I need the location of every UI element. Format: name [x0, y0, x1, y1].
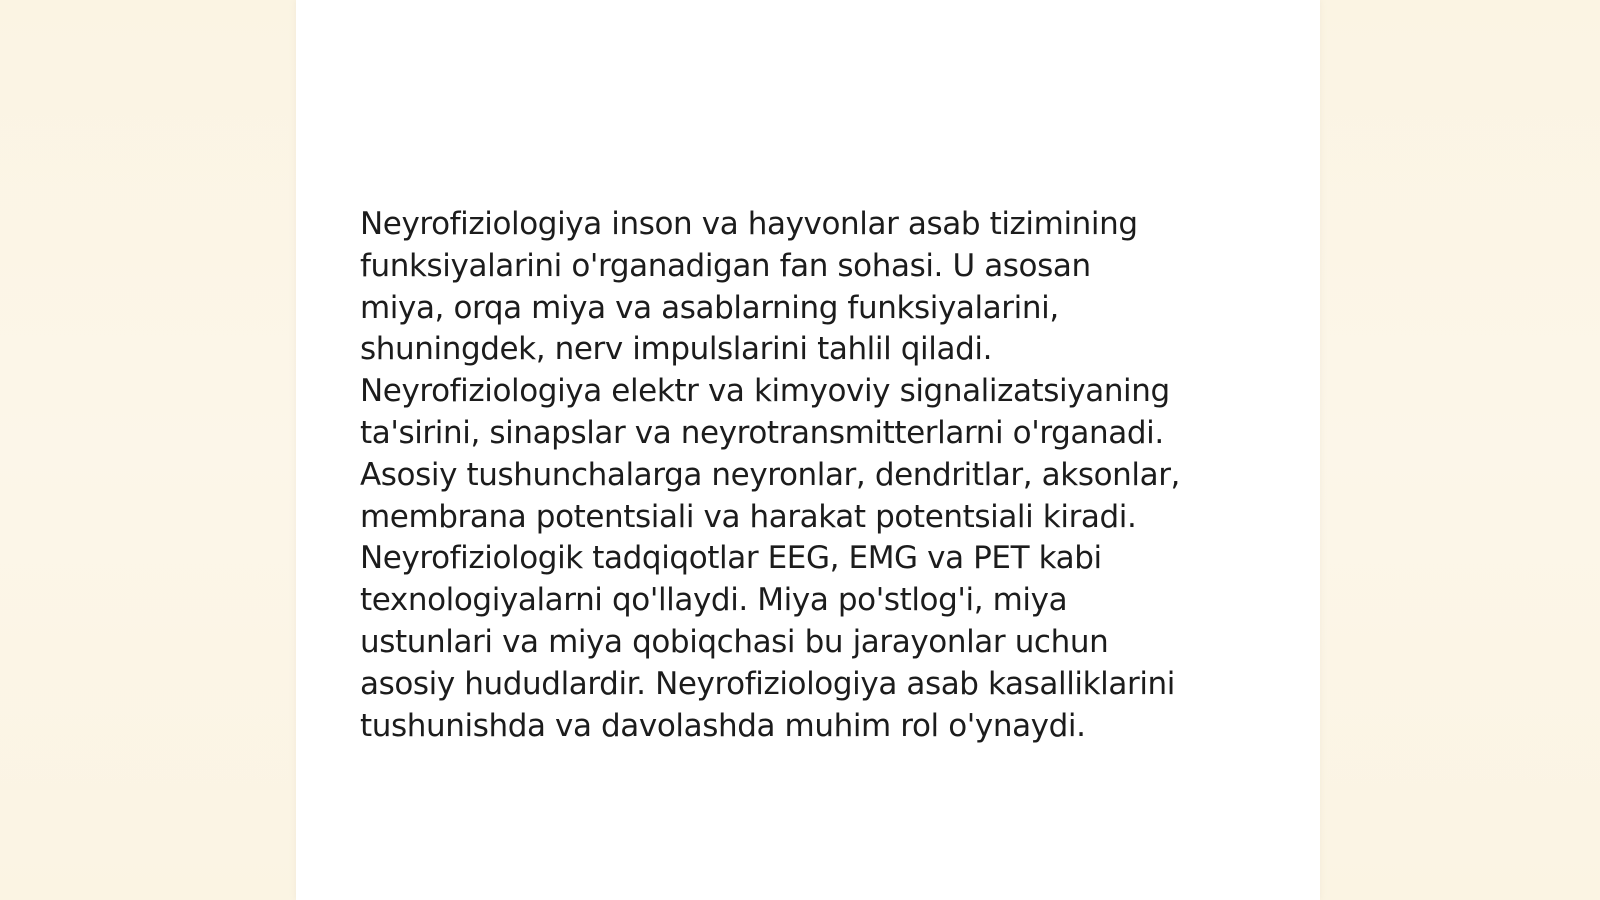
paragraph-line: shuningdek, nerv impulslarini tahlil qiladi. — [360, 331, 993, 368]
left-margin-backdrop — [0, 0, 296, 900]
slide-page — [296, 0, 1320, 900]
paragraph-line: Neyrofiziologiya inson va hayvonlar asab tizimining — [360, 206, 1138, 242]
paragraph-line: Neyrofiziologiya elektr va kimyoviy signalizatsiyaning — [360, 373, 1170, 410]
paragraph-line: tushunishda va davolashda muhim rol o'ynaydi. — [360, 707, 1086, 744]
slide-body-paragraph — [360, 204, 1260, 747]
paragraph-line: texnologiyalarni qo'llaydi. Miya po'stlog'i, miya — [360, 582, 1068, 619]
paragraph-line: asosiy hududlardir. Neyrofiziologiya asab kasalliklarini — [360, 665, 1176, 702]
paragraph-line: Asosiy tushunchalarga neyronlar, dendritlar, aksonlar, — [360, 456, 1180, 493]
paragraph-line: ustunlari va miya qobiqchasi bu jarayonlar uchun — [360, 623, 1109, 660]
paragraph-line: Neyrofiziologik tadqiqotlar EEG, EMG va PET kabi — [360, 540, 1102, 577]
right-margin-backdrop — [1320, 0, 1600, 900]
paragraph-line: miya, orqa miya va asablarning funksiyalarini, — [360, 289, 1059, 326]
paragraph-line: membrana potentsiali va harakat potentsiali kiradi. — [360, 498, 1137, 535]
paragraph-line: funksiyalarini o'rganadigan fan sohasi. U asosan — [360, 247, 1091, 284]
paragraph-line: ta'sirini, sinapslar va neyrotransmitterlarni o'rganadi. — [360, 414, 1164, 451]
